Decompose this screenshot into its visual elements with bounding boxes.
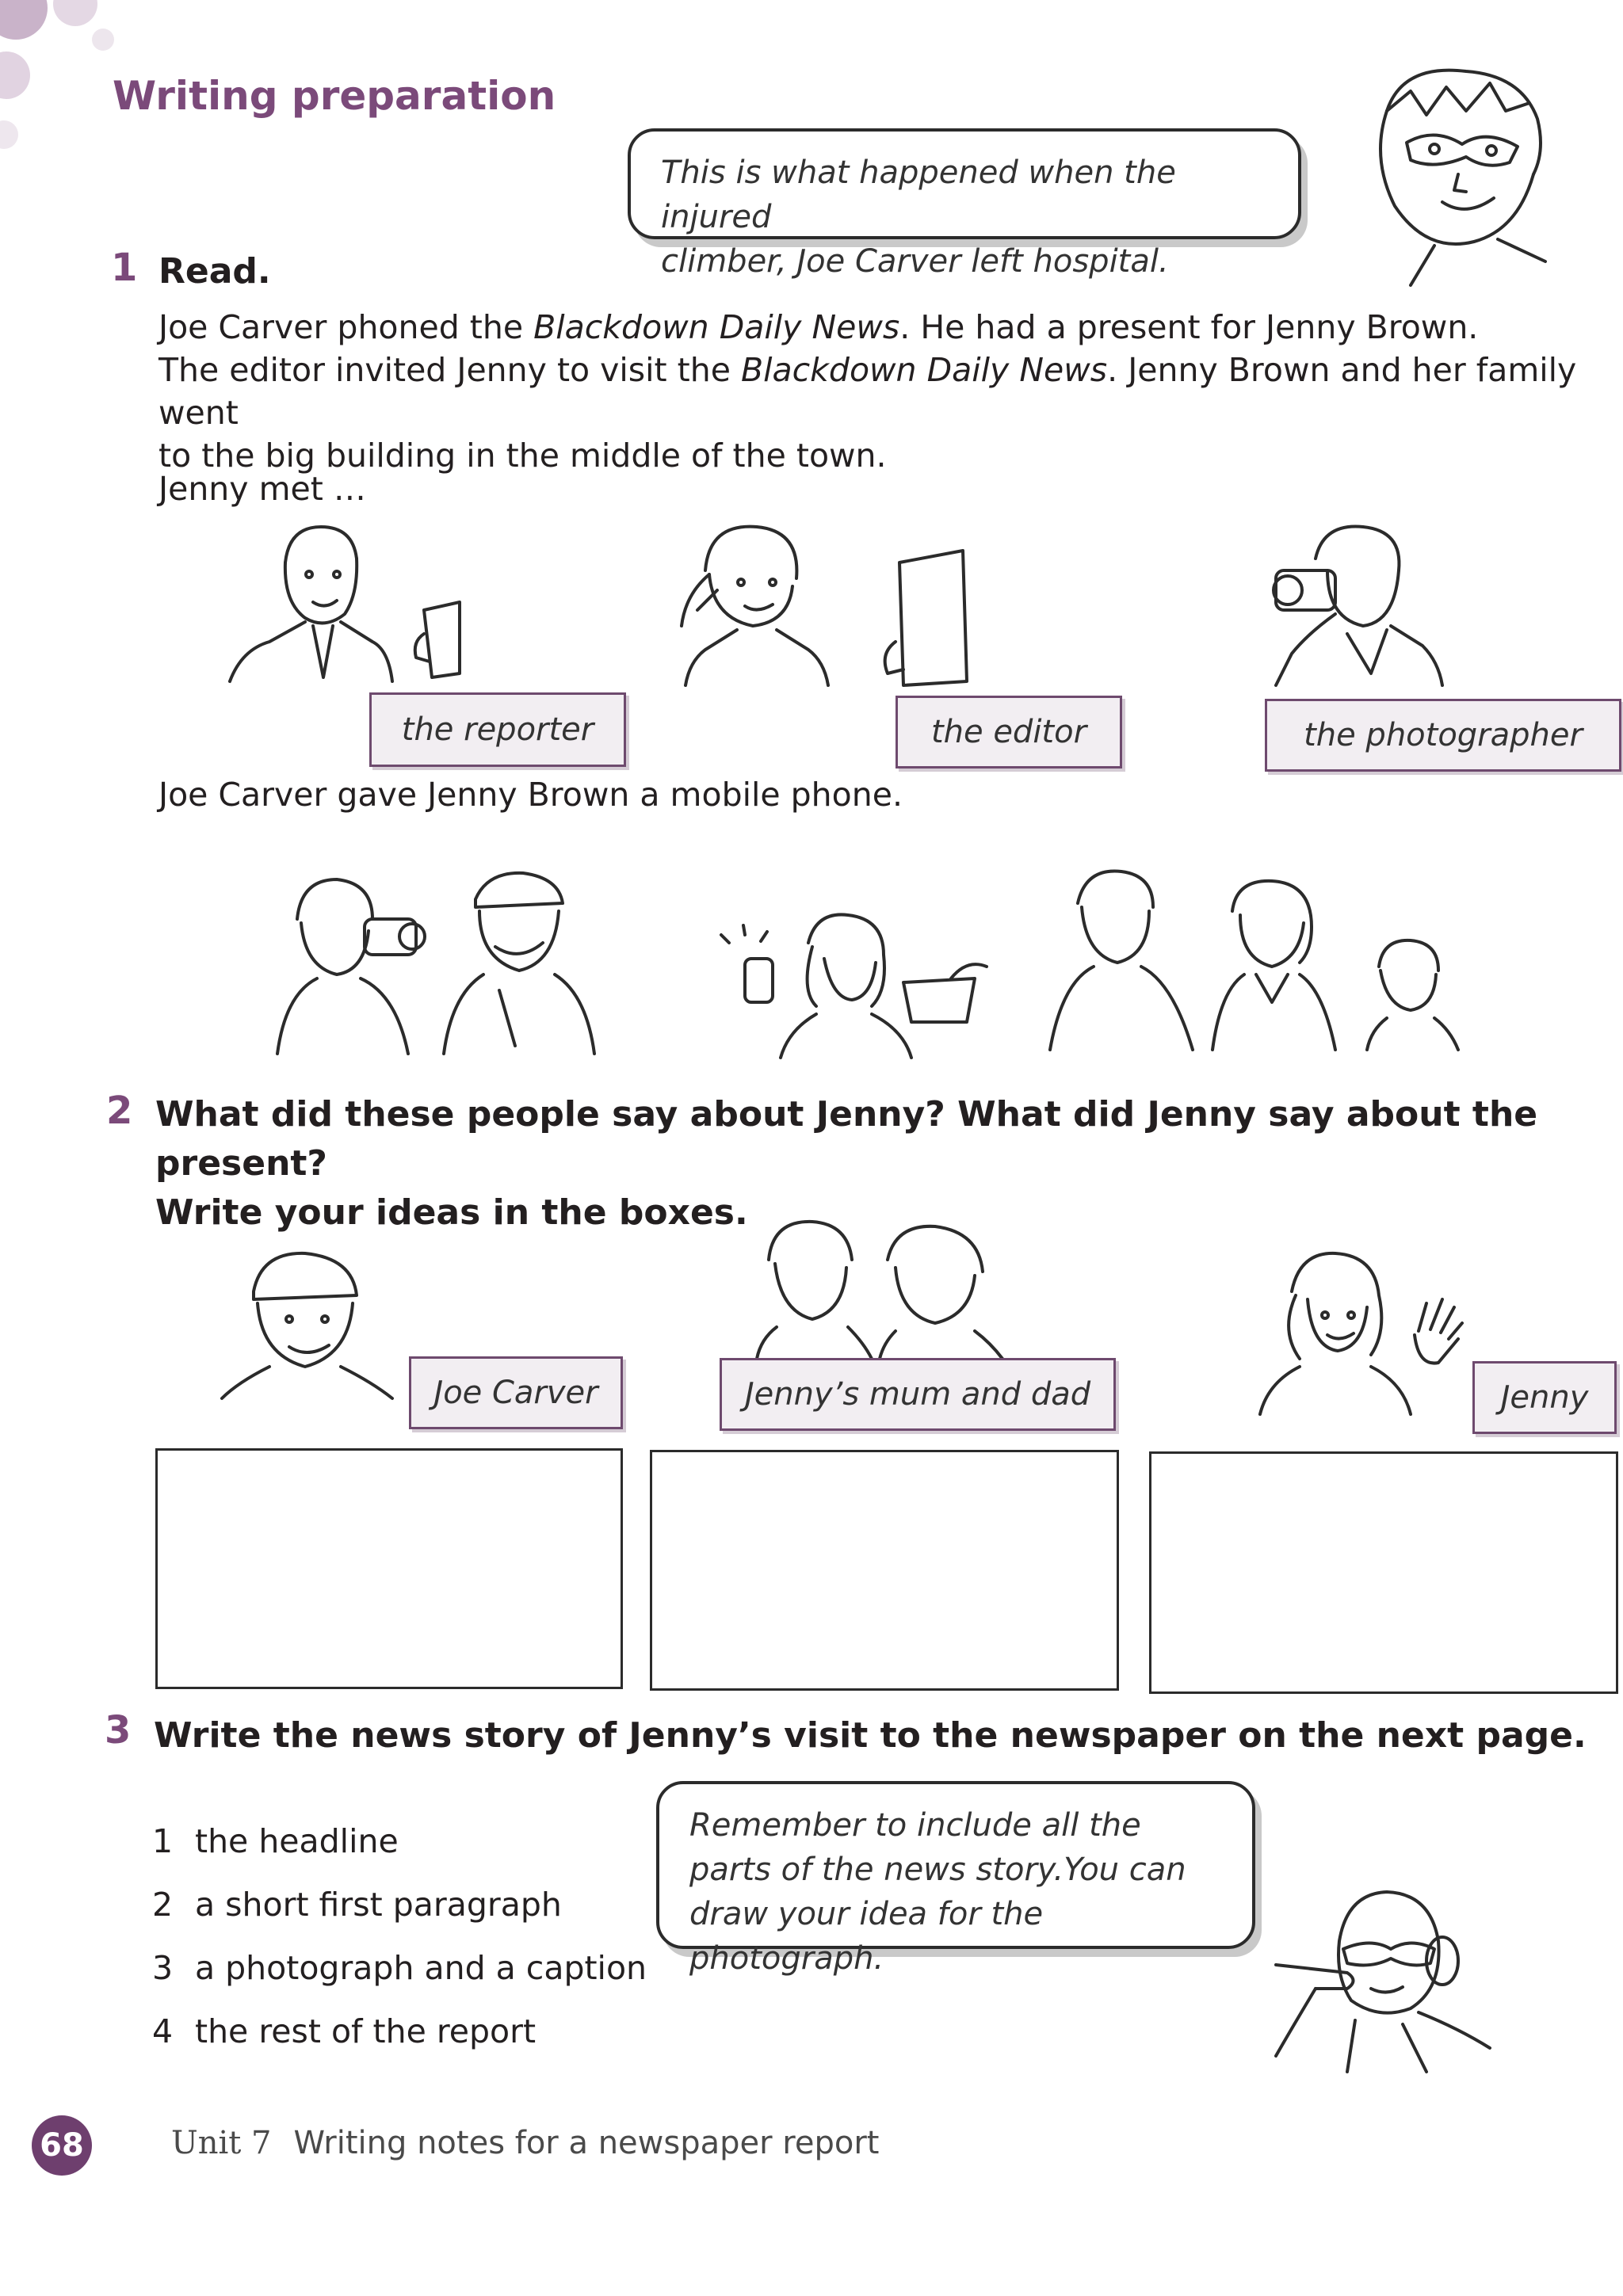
editor-illustration bbox=[666, 515, 983, 689]
label-joe-carver: Joe Carver bbox=[409, 1356, 623, 1429]
joe-carver-illustration bbox=[214, 1236, 404, 1410]
reminder-line1: Remember to include all the bbox=[689, 1807, 1141, 1844]
label-the-photographer: the photographer bbox=[1265, 699, 1621, 772]
joe-gave-text: Joe Carver gave Jenny Brown a mobile phone. bbox=[158, 776, 903, 814]
question-3-prompt: Write the news story of Jenny’s visit to the newspaper on the next page. bbox=[154, 1715, 1587, 1756]
parents-writing-box[interactable] bbox=[650, 1450, 1119, 1691]
list-item: 4 the rest of the report bbox=[152, 2012, 537, 2050]
question-1-paragraph bbox=[158, 306, 1617, 477]
question-2-line1: What did these people say about Jenny? What did Jenny say about the present? bbox=[155, 1094, 1538, 1184]
question-1-number: 1 bbox=[111, 246, 138, 290]
reminder-line3: draw your idea for the photograph. bbox=[689, 1896, 1044, 1977]
paragraph-line-3: to the big building in the middle of the town. bbox=[158, 437, 887, 475]
list-item: 1 the headline bbox=[152, 1822, 399, 1860]
footer-unit-title: Writing notes for a newspaper report bbox=[293, 2125, 880, 2161]
checklist bbox=[152, 1822, 647, 2076]
intro-speech-bubble bbox=[628, 128, 1301, 280]
intro-bubble-line2: climber, Joe Carver left hospital. bbox=[661, 243, 1169, 280]
jenny-met-text: Jenny met … bbox=[158, 470, 366, 508]
question-2-number: 2 bbox=[106, 1089, 133, 1133]
question-3-number: 3 bbox=[105, 1708, 132, 1753]
reminder-line2: parts of the news story.You can bbox=[689, 1852, 1186, 1888]
reporter-illustration bbox=[222, 515, 491, 689]
question-1-prompt: Read. bbox=[158, 251, 271, 292]
newspaper-name: Blackdown Daily News bbox=[740, 351, 1108, 389]
label-jenny: Jenny bbox=[1472, 1361, 1617, 1434]
jenny-writing-box[interactable] bbox=[1149, 1451, 1618, 1694]
jenny-waving-illustration bbox=[1244, 1236, 1474, 1418]
list-item: 2 a short first paragraph bbox=[152, 1886, 562, 1924]
page-title: Writing preparation bbox=[113, 73, 556, 119]
photographer-and-climber-illustration bbox=[262, 864, 642, 1062]
footer-unit: Unit 7 bbox=[171, 2125, 272, 2161]
paragraph-line-1: Joe Carver phoned the Blackdown Daily News. He had a present for Jenny Brown. bbox=[158, 308, 1479, 346]
intro-bubble-line1: This is what happened when the injured bbox=[661, 154, 1176, 235]
label-jennys-mum-and-dad: Jenny’s mum and dad bbox=[720, 1358, 1116, 1431]
superhero-head-illustration bbox=[1339, 55, 1577, 277]
jenny-with-phone-illustration bbox=[713, 911, 999, 1062]
paragraph-line-2: The editor invited Jenny to visit the Blackdown Daily News. Jenny Brown and her family went bbox=[158, 351, 1577, 432]
newspaper-name: Blackdown Daily News bbox=[533, 308, 900, 346]
page-number: 68 bbox=[32, 2115, 92, 2176]
question-2-line2: Write your ideas in the boxes. bbox=[155, 1192, 748, 1233]
jennys-parents-illustration bbox=[753, 1212, 1022, 1363]
jenny-family-illustration bbox=[1030, 864, 1474, 1054]
label-the-reporter: the reporter bbox=[369, 692, 626, 767]
photographer-illustration bbox=[1252, 515, 1458, 689]
superhero-pointing-illustration bbox=[1260, 1870, 1522, 2076]
label-the-editor: the editor bbox=[896, 696, 1122, 769]
list-item: 3 a photograph and a caption bbox=[152, 1949, 647, 1987]
reminder-speech-bubble bbox=[656, 1781, 1255, 1977]
joe-carver-writing-box[interactable] bbox=[155, 1448, 623, 1689]
footer-caption bbox=[171, 2125, 879, 2161]
